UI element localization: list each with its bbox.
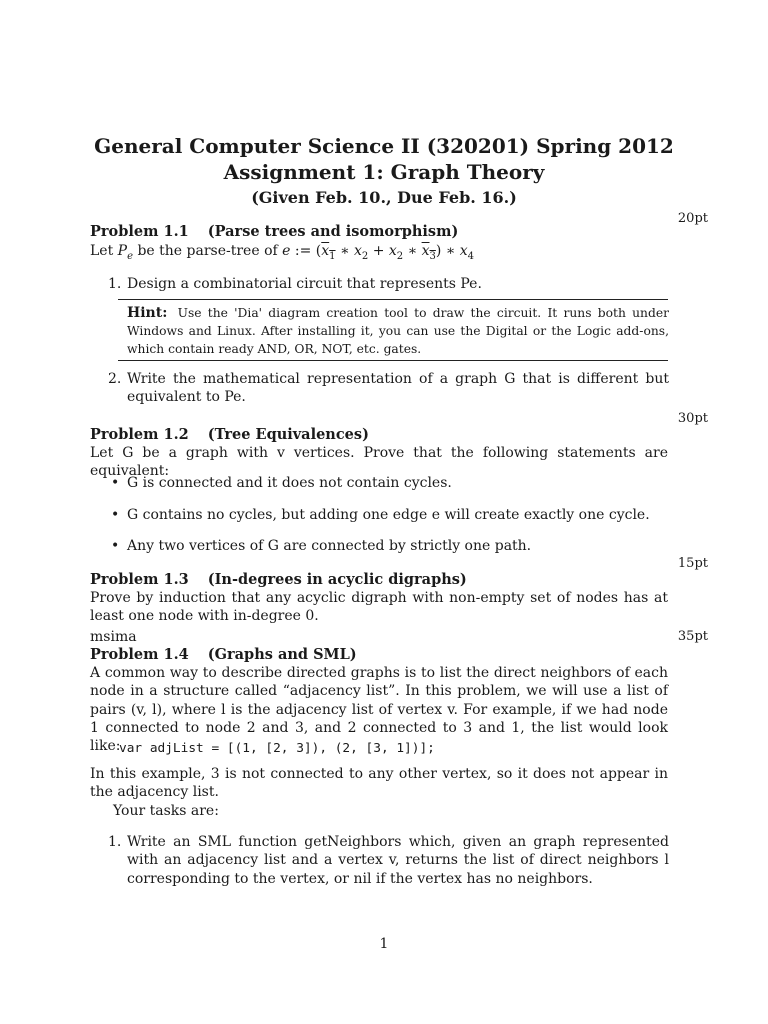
bullet-marker: • <box>111 475 120 491</box>
hint-text: Use the 'Dia' diagram creation tool to draw the circuit. It runs both under Windows and Linux. After installing it, you can use the Digital or the Logic add-ons, which contain ready AND, OR, NOT, etc. gates. <box>127 306 669 356</box>
problem-1-3-number: Problem 1.3 <box>90 571 189 588</box>
problem-1-2-points: 30pt <box>677 411 708 426</box>
problem-1-4-heading <box>90 646 357 664</box>
adjlist-code-example: var adjList = [(1, [2, 3]), (2, [3, 1])]; <box>119 741 435 756</box>
problem-1-4-points: 35pt <box>677 629 708 644</box>
problem-1-1-item-2-number: 2. <box>108 371 122 387</box>
problem-1-1-intro: Let $P_e$ be the parse-tree of e := ($x_1$ ∗ $x_2 + x_2$ ∗ $x_3$) ∗ $x_4$ <box>90 243 475 262</box>
problem-1-4-paragraph-2: In this example, 3 is not connected to any other vertex, so it does not appear in the adjacency list. <box>90 766 668 801</box>
problem-1-1-item-2-text: Write the mathematical representation of a graph G that is different but equivalent to Pe. <box>127 371 669 406</box>
problem-1-3-points: 15pt <box>677 556 708 571</box>
problem-1-2-bullet-2: G contains no cycles, but adding one edge e will create exactly one cycle. <box>127 507 650 523</box>
problem-1-2-bullet-1: G is connected and it does not contain cycles. <box>127 475 452 491</box>
assignment-dates: (Given Feb. 10., Due Feb. 16.) <box>251 188 517 207</box>
problem-1-3-author: msima <box>90 629 137 645</box>
problem-1-2-number: Problem 1.2 <box>90 426 189 443</box>
problem-1-1-points: 20pt <box>677 211 708 226</box>
problem-1-4-tasks-intro: Your tasks are: <box>113 803 219 819</box>
bullet-marker: • <box>111 507 120 523</box>
assignment-title: Assignment 1: Graph Theory <box>223 160 545 184</box>
problem-1-2-intro: Let G be a graph with v vertices. Prove that the following statements are equivalent: <box>90 445 668 480</box>
problem-1-3-heading <box>90 571 467 589</box>
problem-1-2-heading <box>90 426 369 444</box>
problem-1-1-item-1-number: 1. <box>108 276 122 292</box>
problem-1-4-item-1-text: Write an SML function getNeighbors which, given an graph represented with an adjacency list and a vertex v, returns the list of direct neighbors l corresponding to the vertex, or nil if the vertex has no neighbors. <box>127 834 669 887</box>
problem-1-2-title: (Tree Equivalences) <box>207 426 369 443</box>
problem-1-1-number: Problem 1.1 <box>90 223 189 240</box>
hint-bottom-divider <box>118 360 668 361</box>
problem-1-4-title: (Graphs and SML) <box>207 646 357 663</box>
problem-1-1-item-1-text: Design a combinatorial circuit that represents Pe. <box>127 276 482 292</box>
problem-1-3-title: (In-degrees in acyclic digraphs) <box>207 571 467 588</box>
problem-1-4-number: Problem 1.4 <box>90 646 189 663</box>
problem-1-2-bullet-3: Any two vertices of G are connected by strictly one path. <box>127 538 532 554</box>
hint-label: Hint: <box>127 305 168 321</box>
problem-1-3-text: Prove by induction that any acyclic digraph with non-empty set of nodes has at least one node with in-degree 0. <box>90 590 668 625</box>
bullet-marker: • <box>111 538 120 554</box>
problem-1-4-item-1-number: 1. <box>108 834 122 850</box>
document-title: General Computer Science II (320201) Spring 2012 <box>94 134 674 158</box>
problem-1-4-paragraph-1: A common way to describe directed graphs is to list the direct neighbors of each node in a structure called “adjacency list”. In this problem, we will use a list of pairs (v, l), where l is the adjacency list of vertex v. For example, if we had node 1 connected to node 2 and 3, and 2 connected to 3 and 1, the list would look like: <box>90 665 668 755</box>
page-number: 1 <box>379 936 389 952</box>
problem-1-1-title: (Parse trees and isomorphism) <box>207 223 459 240</box>
problem-1-1-heading <box>90 223 458 241</box>
hint-box <box>127 304 669 358</box>
hint-top-divider <box>118 299 668 300</box>
